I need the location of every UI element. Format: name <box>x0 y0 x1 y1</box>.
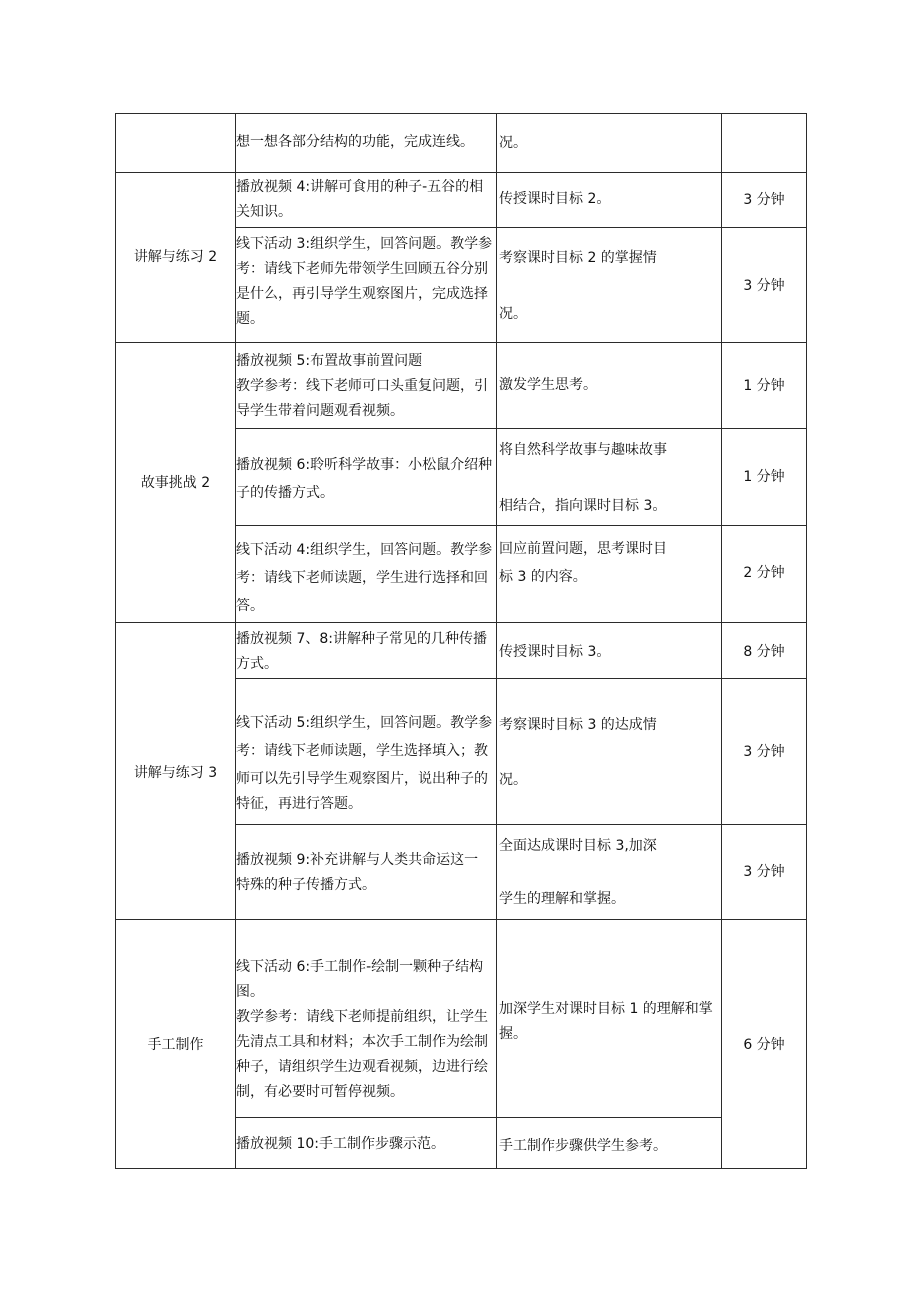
goal-text: 传授课时目标 3。 <box>499 644 611 660</box>
table-border-right <box>806 113 807 1169</box>
table-border-bottom <box>115 1168 807 1169</box>
activity-text: 播放视频 5:布置故事前置问题 教学参考：线下老师可口头重复问题，引 导学生带着问题观看视频。 <box>236 353 488 419</box>
activity-text: 播放视频 9:补充讲解与人类共命运这一 特殊的种子传播方式。 <box>236 852 479 893</box>
duration: 6 分钟 <box>743 1037 785 1053</box>
row-divider <box>235 227 807 228</box>
duration: 1 分钟 <box>743 378 785 394</box>
stage-label: 手工制作 <box>147 1037 204 1053</box>
stage-label: 讲解与练习 2 <box>133 249 218 265</box>
duration: 1 分钟 <box>743 469 785 485</box>
activity-text: 播放视频 6:聆听科学故事：小松鼠介绍种 子的传播方式。 <box>236 457 493 501</box>
stage-label: 故事挑战 2 <box>140 475 211 491</box>
stage-label: 讲解与练习 3 <box>133 765 218 781</box>
goal-text: 考察课时目标 2 的掌握情 况。 <box>499 250 657 322</box>
activity-text: 线下活动 3:组织学生，回答问题。教学参 考：请线下老师先带领学生回顾五谷分别 是什么，再引导学生观察图片，完成选择 题。 <box>236 236 493 327</box>
row-divider <box>235 428 807 429</box>
activity-text: 线下活动 4:组织学生，回答问题。教学参 考：请线下老师读题，学生进行选择和回 答。 <box>236 542 493 614</box>
activity-text: 播放视频 4:讲解可食用的种子-五谷的相 关知识。 <box>236 179 484 220</box>
duration: 3 分钟 <box>743 744 785 760</box>
row-divider <box>235 525 807 526</box>
goal-text: 考察课时目标 3 的达成情 况。 <box>499 717 657 788</box>
goal-text: 手工制作步骤供学生参考。 <box>499 1138 667 1154</box>
row-divider <box>115 622 807 623</box>
duration: 3 分钟 <box>743 192 785 208</box>
goal-text: 激发学生思考。 <box>499 377 597 393</box>
row-divider <box>115 172 807 173</box>
table-border-top <box>115 113 807 114</box>
goal-text: 全面达成课时目标 3,加深 学生的理解和掌握。 <box>499 838 657 907</box>
row-divider <box>235 678 807 679</box>
duration: 2 分钟 <box>743 565 785 581</box>
goal-text: 加深学生对课时目标 1 的理解和掌 握。 <box>499 1001 713 1042</box>
row-divider <box>235 824 807 825</box>
row-divider <box>115 342 807 343</box>
goal-text: 况。 <box>499 135 527 151</box>
duration: 8 分钟 <box>743 644 785 660</box>
goal-text: 回应前置问题，思考课时目 标 3 的内容。 <box>499 541 667 585</box>
activity-text: 线下活动 6:手工制作-绘制一颗种子结构 图。 教学参考：请线下老师提前组织，让学生 先清点工具和材料；本次手工制作为绘制 种子，请组织学生边观看视频，边进行绘 制，有必要时可暂停视频。 <box>236 959 488 1100</box>
duration: 3 分钟 <box>743 278 785 294</box>
row-divider <box>235 1117 722 1118</box>
lesson-plan-table <box>115 113 807 1169</box>
activity-text: 想一想各部分结构的功能，完成连线。 <box>236 134 474 150</box>
activity-text: 播放视频 10:手工制作步骤示范。 <box>236 1136 445 1152</box>
activity-text: 播放视频 7、8:讲解种子常见的几种传播 方式。 <box>236 631 487 672</box>
row-divider <box>115 919 807 920</box>
table-border-left <box>115 113 116 1169</box>
activity-text: 线下活动 5:组织学生，回答问题。教学参 考：请线下老师读题，学生选择填入；教 师可以先引导学生观察图片，说出种子的 特征，再进行答题。 <box>236 715 493 812</box>
goal-text: 传授课时目标 2。 <box>499 191 611 207</box>
duration: 3 分钟 <box>743 864 785 880</box>
column-divider-activity <box>496 113 497 1169</box>
goal-text: 将自然科学故事与趣味故事 相结合，指向课时目标 3。 <box>499 442 667 514</box>
